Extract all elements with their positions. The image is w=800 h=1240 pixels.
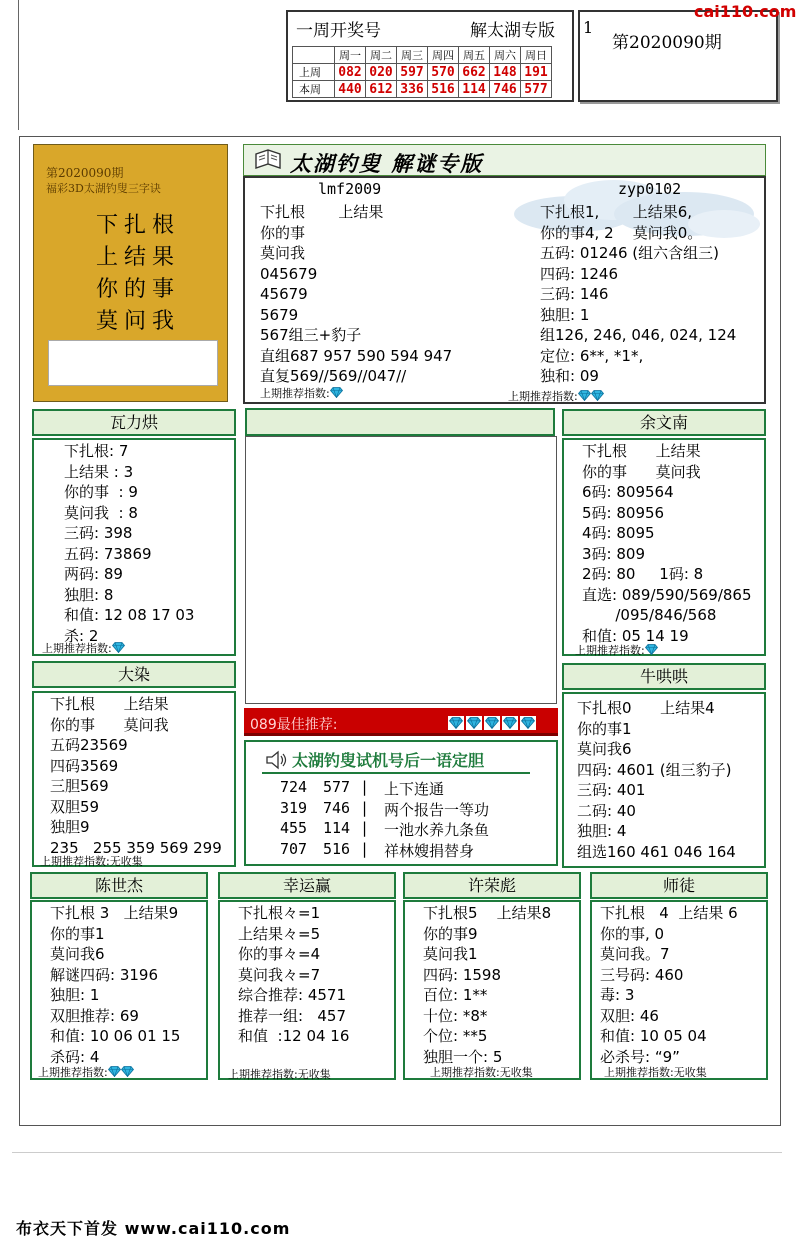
panel-title-chenshijie: 陈世杰 [30, 872, 208, 899]
text-line: 三码: 398 [64, 524, 133, 542]
test-cell-b: 746 [323, 798, 351, 817]
text-line: 你的事々=4 [238, 945, 321, 963]
panel-rec-shitu: 上期推荐指数:无收集 [604, 1066, 707, 1079]
this-week-num: 114 [459, 81, 490, 98]
text-line: 双胆推荐: 69 [50, 1006, 139, 1025]
text-line: 两码: 89 [64, 565, 123, 583]
best-recommend-label: 089最佳推荐: [250, 717, 338, 733]
diamond-icon [121, 1066, 134, 1077]
text-line: 三胆569 [50, 777, 109, 795]
text-line: 三号码: 460 [600, 965, 684, 984]
text-line: 上结果 : 3 [64, 462, 134, 481]
text-line: 直组687 957 590 594 947 [260, 346, 453, 365]
text-line: 五码: 73869 [64, 544, 152, 563]
poster-line-2: 上结果 [96, 245, 181, 270]
text-line: 莫问我1 [423, 945, 478, 963]
this-week-num: 577 [521, 81, 552, 98]
text-line: 莫问我々=7 [238, 965, 321, 984]
test-cell-b: 114 [323, 819, 351, 837]
text-line: 3码: 809 [582, 544, 645, 563]
text-line: 下扎根1, 上结果6, [540, 203, 693, 221]
text-line: 二码: 40 [577, 801, 636, 820]
panel-lines-chenshijie [50, 903, 180, 1067]
text-line: 三码: 401 [577, 781, 646, 799]
this-week-num: 746 [490, 81, 521, 98]
best-recommend-gems [448, 714, 538, 733]
week-col-4: 周四 [428, 47, 459, 64]
test-cell-a: 724 [280, 778, 308, 796]
test-cell-c: 一池水养九条鱼 [384, 821, 490, 839]
panel-title-xurongbiao: 许荣彪 [403, 872, 581, 899]
diamond-icon [330, 387, 343, 398]
text-line: 5679 [260, 305, 299, 324]
left-divider [18, 0, 19, 130]
poster-name: 福彩3D太湖钓叟三字诀 [46, 182, 161, 195]
diamond-icon [645, 644, 658, 655]
panel-lines-yuwennan [582, 441, 752, 646]
text-line: 下扎根 上结果 [50, 695, 169, 713]
last-week-num: 148 [490, 64, 521, 81]
text-line: 下扎根々=1 [238, 904, 321, 922]
text-line: 235 255 359 569 299 [50, 838, 222, 857]
text-line: 你的事 莫问我 [50, 715, 169, 734]
text-line: /095/846/568 [582, 606, 717, 624]
text-line: 三码: 146 [540, 285, 609, 303]
week-col-6: 周六 [490, 47, 521, 64]
test-cell-c: 两个报告一等功 [384, 800, 490, 819]
main-left-lines [260, 202, 452, 387]
text-line: 四码: 1246 [540, 264, 618, 283]
diamond-icon [466, 716, 482, 730]
text-line: 百位: 1** [423, 986, 488, 1004]
text-line: 独胆: 4 [577, 822, 627, 840]
center-blank-box [245, 436, 557, 704]
text-line: 解谜四码: 3196 [50, 965, 158, 984]
text-line: 和值: 10 06 01 15 [50, 1027, 181, 1045]
text-line: 独胆一个: 5 [423, 1047, 503, 1066]
test-cell-a: 707 [280, 839, 308, 858]
weekly-draw-table [292, 46, 552, 98]
panel-rec-xurongbiao: 上期推荐指数:无收集 [430, 1066, 533, 1079]
diamond-icon [502, 716, 518, 730]
text-line: 和值 :12 04 16 [238, 1027, 350, 1045]
this-week-num: 336 [397, 81, 428, 98]
poster-line-1: 下扎根 [96, 213, 181, 238]
panel-title-daran: 大染 [32, 661, 236, 688]
text-line: 杀: 2 [64, 626, 99, 645]
text-line: 直复569//569//047// [260, 367, 407, 385]
banner-title: 太湖钓叟 解谜专版 [290, 151, 484, 176]
text-line: 莫问我 [260, 244, 306, 262]
text-line: 四码: 1598 [423, 965, 501, 984]
diamond-icon [520, 716, 536, 730]
text-line: 必杀号: “9” [600, 1047, 680, 1066]
footer-credit: 布衣天下首发 www.cai110.com [16, 1219, 291, 1238]
panel-lines-xurongbiao [423, 903, 551, 1067]
text-line: 独胆: 1 [50, 986, 100, 1004]
week-col-2: 周二 [366, 47, 397, 64]
panel-lines-xingyunying [238, 903, 349, 1047]
this-week-num: 612 [366, 81, 397, 98]
panel-lines-shitu [600, 903, 738, 1067]
test-cell-sep: | [362, 778, 368, 796]
text-line: 独和: 09 [540, 367, 599, 385]
text-line: 独胆: 1 [540, 305, 590, 324]
text-line: 组选160 461 046 164 [577, 842, 736, 861]
speaker-icon [264, 750, 288, 770]
panel-title-shitu: 师徒 [590, 872, 768, 899]
text-line: 直选: 089/590/569/865 [582, 585, 752, 604]
test-cell-sep: | [362, 839, 368, 858]
text-line: 下扎根 上结果 [582, 442, 701, 460]
text-line: 十位: *8* [423, 1006, 488, 1025]
main-right-name: zyp0102 [618, 180, 682, 198]
panel-rec-walihong: 上期推荐指数: [42, 640, 125, 656]
main-left-rec: 上期推荐指数: [260, 385, 343, 401]
period-box [578, 10, 778, 102]
last-week-num: 191 [521, 64, 552, 81]
text-line: 6码: 809564 [582, 483, 674, 501]
text-line: 4码: 8095 [582, 524, 655, 542]
text-line: 独胆: 8 [64, 585, 114, 604]
week-col-7: 周日 [521, 47, 552, 64]
text-line: 5码: 80956 [582, 503, 665, 522]
test-title: 太湖钓叟试机号后一语定胆 [292, 751, 485, 770]
text-line: 下扎根5 上结果8 [423, 904, 552, 922]
text-line: 下扎根0 上结果4 [577, 699, 715, 717]
text-line: 你的事 : 9 [64, 483, 138, 501]
panel-lines-niuhonghong [577, 698, 736, 862]
panel-rec-chenshijie: 上期推荐指数: [38, 1064, 134, 1080]
text-line: 莫问我 : 8 [64, 503, 138, 522]
text-line: 独胆9 [50, 818, 90, 836]
test-cell-a: 455 [280, 819, 308, 837]
text-line: 567组三+豹子 [260, 326, 362, 344]
text-line: 杀码: 4 [50, 1047, 100, 1066]
this-week-num: 516 [428, 81, 459, 98]
text-line: 五码: 01246 (组六含组三) [540, 244, 720, 262]
center-strip [245, 408, 555, 436]
diamond-icon [448, 716, 464, 730]
last-week-num: 570 [428, 64, 459, 81]
panel-title-walihong: 瓦力烘 [32, 409, 236, 436]
this-week-num: 440 [335, 81, 366, 98]
text-line: 你的事4, 2 莫问我0。 [540, 223, 703, 242]
text-line: 双胆: 46 [600, 1006, 659, 1025]
site-watermark: cai110.com [694, 2, 797, 21]
last-week-num: 082 [335, 64, 366, 81]
text-line: 你的事9 [423, 924, 478, 943]
week-col-5: 周五 [459, 47, 490, 64]
text-line: 组126, 246, 046, 024, 124 [540, 326, 737, 344]
text-line: 和值: 10 05 04 [600, 1027, 707, 1045]
text-line: 和值: 12 08 17 03 [64, 606, 195, 624]
panel-title-yuwennan: 余文南 [562, 409, 766, 436]
edition-title: 解太湖专版 [470, 21, 555, 41]
diamond-icon [112, 642, 125, 653]
main-left-name: lmf2009 [318, 180, 382, 198]
panel-rec-xingyunying: 上期推荐指数:无收集 [228, 1068, 331, 1081]
text-line: 你的事 [260, 223, 306, 242]
text-line: 下扎根 4 上结果 6 [600, 904, 738, 922]
text-line: 你的事1 [50, 924, 105, 943]
panel-lines-walihong [64, 441, 194, 646]
text-line: 推荐一组: 457 [238, 1006, 346, 1025]
text-line: 和值: 05 14 19 [582, 626, 689, 645]
text-line: 你的事1 [577, 719, 632, 738]
panel-title-niuhonghong: 牛哄哄 [562, 663, 766, 690]
text-line: 下扎根 3 上结果9 [50, 904, 179, 922]
test-cell-sep: | [362, 819, 368, 837]
poster-line-3: 你的事 [96, 277, 181, 302]
test-cell-b: 577 [323, 778, 351, 796]
last-week-num: 662 [459, 64, 490, 81]
panel-rec-yuwennan: 上期推荐指数: [575, 642, 658, 658]
panel-lines-daran [50, 694, 222, 858]
test-cell-sep: | [362, 798, 368, 817]
diamond-icon [484, 716, 500, 730]
test-cell-c: 祥林嫂捐替身 [384, 841, 475, 860]
main-right-lines [540, 202, 736, 387]
diamond-icon [578, 390, 591, 401]
main-right-rec: 上期推荐指数: [508, 388, 604, 404]
text-line: 双胆59 [50, 797, 100, 816]
text-line: 五码23569 [50, 736, 128, 754]
text-line: 2码: 80 1码: 8 [582, 565, 704, 583]
text-line: 定位: 6**, *1*, [540, 346, 644, 365]
test-underline [262, 772, 530, 774]
book-icon [254, 148, 282, 172]
panel-title-xingyunying: 幸运赢 [218, 872, 396, 899]
test-cell-b: 516 [323, 839, 351, 858]
text-line: 你的事, 0 [600, 924, 665, 943]
week-col-1: 周一 [335, 47, 366, 64]
text-line: 综合推荐: 4571 [238, 986, 346, 1004]
text-line: 下扎根: 7 [64, 442, 129, 460]
test-cell-a: 319 [280, 798, 308, 817]
text-line: 045679 [260, 264, 318, 283]
poster-line-4: 莫问我 [96, 309, 181, 334]
last-week-label: 上周 [293, 64, 335, 81]
last-week-num: 020 [366, 64, 397, 81]
diamond-icon [591, 390, 604, 401]
text-line: 四码3569 [50, 756, 119, 775]
weekly-title: 一周开奖号 [296, 21, 381, 41]
panel-rec-daran: 上期推荐指数:无收集 [40, 855, 143, 868]
this-week-label: 本周 [293, 81, 335, 98]
test-cell-c: 上下连通 [384, 780, 445, 798]
diamond-icon [108, 1066, 121, 1077]
text-line: 莫问我。7 [600, 945, 670, 963]
week-col-3: 周三 [397, 47, 428, 64]
text-line: 莫问我6 [577, 740, 632, 758]
text-line: 四码: 4601 (组三豹子) [577, 760, 732, 779]
page-number: 1 [583, 18, 594, 37]
text-line: 下扎根 上结果 [260, 203, 384, 221]
text-line: 莫问我6 [50, 945, 105, 963]
period-number: 第2020090期 [612, 33, 722, 53]
text-line: 毒: 3 [600, 986, 635, 1004]
poster-blank-area [48, 340, 218, 386]
text-line: 上结果々=5 [238, 924, 321, 943]
footer-separator [12, 1152, 782, 1153]
last-week-num: 597 [397, 64, 428, 81]
text-line: 个位: **5 [423, 1027, 488, 1045]
poster-issue: 第2020090期 [46, 166, 124, 180]
text-line: 45679 [260, 285, 308, 303]
text-line: 你的事 莫问我 [582, 462, 701, 481]
